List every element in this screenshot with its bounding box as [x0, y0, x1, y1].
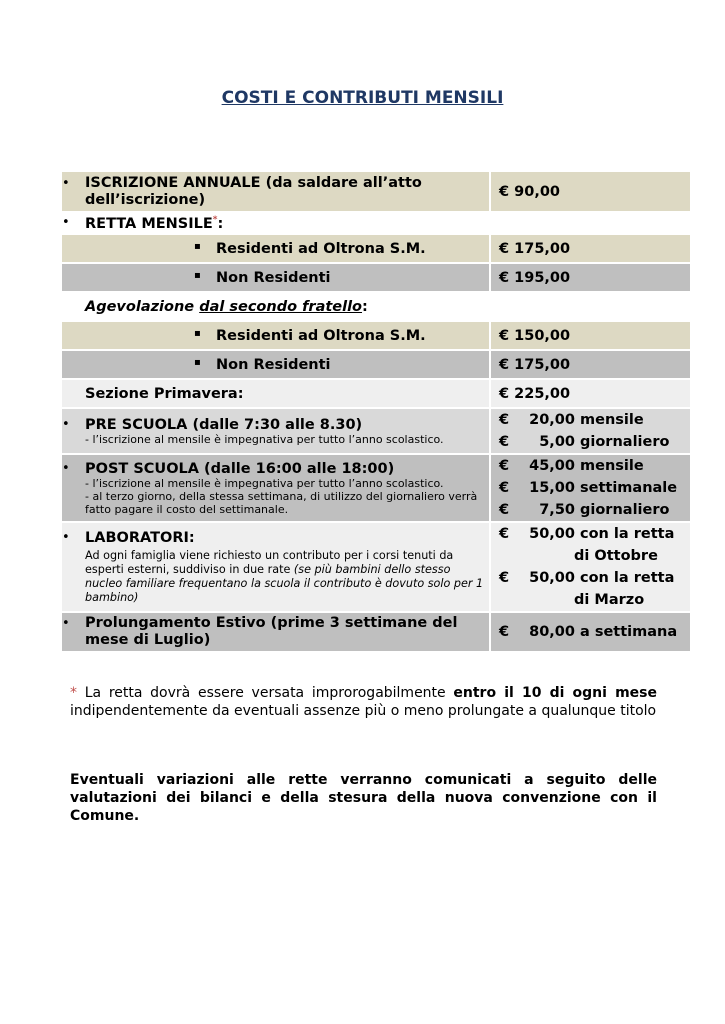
row-non-residenti	[62, 263, 690, 292]
prolungamento-label: Prolungamento Estivo (prime 3 settimane del mese di Luglio)	[85, 615, 458, 648]
square-bullet-icon: ▪	[194, 269, 201, 281]
row-post-scuola	[62, 454, 690, 522]
amount-line: € 20,00 mensile	[499, 412, 644, 428]
post-scuola-note-2: - al terzo giorno, della stessa settimana, di utilizzo del giornaliero verrà fatto pagare il costo del settimanale.	[85, 489, 478, 516]
residenti-amount: € 175,00	[490, 234, 690, 263]
primavera-label: Sezione Primavera:	[85, 385, 244, 402]
page-title: COSTI E CONTRIBUTI MENSILI	[221, 88, 504, 108]
row-non-residenti-2	[62, 350, 690, 379]
post-scuola-note-1: - l’iscrizione al mensile è impegnativa per tutto l’anno scolastico.	[85, 476, 444, 490]
row-retta: • RETTA MENSILE*:	[62, 212, 690, 234]
square-bullet-icon: ▪	[194, 356, 201, 368]
amount-line: € 7,50 giornaliero	[499, 502, 670, 518]
post-scuola-label: POST SCUOLA (dalle 16:00 alle 18:00)	[85, 460, 395, 477]
square-bullet-icon: ▪	[194, 240, 201, 252]
amount-line-cont: di Ottobre	[574, 548, 658, 564]
laboratori-description: Ad ogni famiglia viene richiesto un contributo per i corsi tenuti da esperti esterni, suddiviso in due rate (se più bambini dello stesso nucleo familiare frequentano la scuola il contributo è dovuto solo per 1 bambino)	[85, 548, 484, 604]
amount-line-cont: di Marzo	[574, 592, 645, 608]
row-residenti-2	[62, 321, 690, 350]
agevolazione-emphasis: dal secondo fratello	[199, 298, 363, 315]
amount-line: € 5,00 giornaliero	[499, 434, 670, 450]
pre-scuola-label: PRE SCUOLA (dalle 7:30 alle 8.30)	[85, 416, 363, 433]
bullet-icon: •	[62, 616, 70, 631]
square-bullet-icon: ▪	[194, 327, 201, 339]
row-prolungamento	[62, 612, 690, 652]
row-laboratori	[62, 522, 690, 612]
amount-line: € 45,00 mensile	[499, 458, 644, 474]
row-pre-scuola	[62, 408, 690, 454]
residenti2-label: Residenti ad Oltrona S.M.	[216, 327, 426, 344]
bullet-icon: •	[62, 214, 70, 230]
pre-scuola-note: - l’iscrizione al mensile è impegnativa per tutto l’anno scolastico.	[85, 432, 444, 446]
bullet-icon: •	[62, 416, 70, 432]
primavera-amount: € 225,00	[490, 379, 690, 408]
non-residenti2-label: Non Residenti	[216, 356, 331, 373]
bullet-icon: •	[62, 175, 70, 191]
post-scuola-amounts	[490, 454, 690, 522]
pre-scuola-amounts	[490, 408, 690, 454]
non-residenti-label: Non Residenti	[216, 269, 331, 286]
laboratori-amounts	[490, 522, 690, 612]
non-residenti2-amount: € 175,00	[490, 350, 690, 379]
residenti-label: Residenti ad Oltrona S.M.	[216, 240, 426, 257]
non-residenti-amount: € 195,00	[490, 263, 690, 292]
row-iscrizione	[62, 172, 690, 212]
bullet-icon: •	[62, 460, 70, 476]
laboratori-label: LABORATORI:	[85, 529, 195, 546]
residenti2-amount: € 150,00	[490, 321, 690, 350]
asterisk-icon: *	[212, 214, 218, 225]
retta-label: RETTA MENSILE	[85, 215, 213, 232]
fees-table	[62, 172, 690, 653]
prolungamento-amount: € 80,00 a settimana	[490, 612, 690, 652]
bullet-icon: •	[62, 529, 70, 545]
iscrizione-label: ISCRIZIONE ANNUALE (da saldare all’atto dell’iscrizione)	[85, 174, 422, 208]
asterisk-icon: *	[70, 685, 77, 701]
iscrizione-amount: € 90,00	[490, 172, 690, 212]
row-residenti	[62, 234, 690, 263]
row-agevolazione: Agevolazione dal secondo fratello:	[62, 292, 690, 321]
agevolazione-label: Agevolazione	[85, 298, 200, 315]
payment-note: * La retta dovrà essere versata improrogabilmente entro il 10 di ogni mese indipendentemente da eventuali assenze più o meno prolungate a qualunque titolo	[70, 685, 658, 719]
amount-line: € 50,00 con la retta	[499, 570, 675, 586]
amount-line: € 50,00 con la retta	[499, 526, 675, 542]
row-primavera	[62, 379, 690, 408]
amount-line: € 15,00 settimanale	[499, 480, 678, 496]
variations-notice: Eventuali variazioni alle rette verranno comunicati a seguito delle valutazioni dei bilanci e della stesura della nuova convenzione con il Comune.	[70, 772, 657, 824]
